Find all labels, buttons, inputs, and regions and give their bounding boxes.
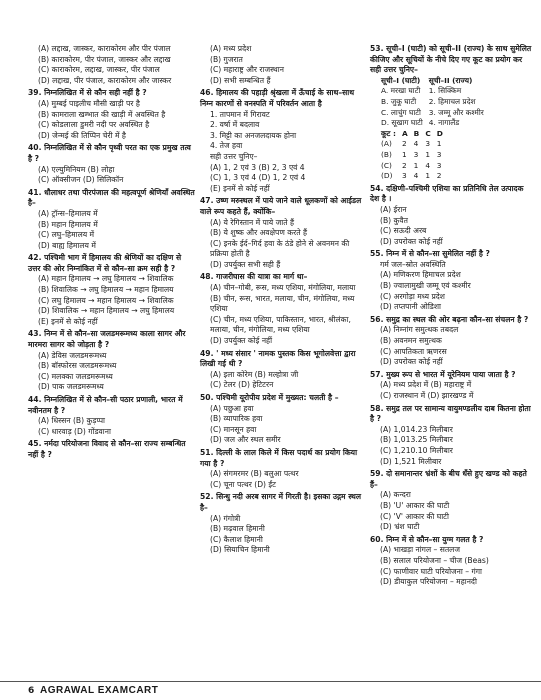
answer-option: (A) ईरान	[380, 204, 407, 214]
question-stem: ' मध्य संसार ' नामक पुस्तक किस भूगोलवेत्ता द्वारा लिखी गई थी ?	[200, 348, 356, 369]
answer-option: (B) ज्वालामुखी जम्मू एवं कश्मीर	[380, 281, 471, 291]
code-cell: 4	[413, 139, 419, 149]
question-text	[370, 535, 534, 546]
question-text	[28, 188, 196, 209]
question-stem: नर्मदा परियोजना विवाद से कौन–सा राज्य सम्बन्धित नहीं है ?	[28, 439, 186, 459]
question-number: 53.	[370, 44, 384, 53]
match-list-cell: 4. नागालैंड	[428, 118, 460, 128]
answer-option: (E) इनमें से कोई नहीं	[210, 183, 270, 193]
question-block	[370, 370, 534, 402]
answer-option: (D) बाह्य हिमालय में	[38, 240, 96, 250]
answer-option: (C) चीन, मध्य एशिया, पाकिस्तान, भारत, श्रीलंका, मलाया, चीन, मंगोलिया, मध्य एशिया	[210, 314, 351, 335]
question-block	[370, 404, 534, 468]
answer-option: (A) कन्दरा	[380, 490, 411, 500]
question-stem: निम्नलिखित में से कौन सही नहीं है ?	[44, 88, 147, 98]
code-cell: 4	[425, 160, 431, 170]
answer-option: (A) ये रेगिस्तान में पाये जाते हैं	[210, 217, 295, 227]
question-text	[370, 315, 534, 326]
question-block	[370, 249, 534, 313]
question-block	[28, 253, 196, 327]
answer-option: (C) 1, 3 एवं 4 (D) 1, 2 एवं 4	[210, 173, 306, 183]
answer-option: (B) 'U' आकार की घाटी	[380, 500, 450, 510]
question-block	[200, 492, 368, 556]
question-block	[200, 272, 368, 346]
code-cell: 1	[401, 149, 407, 159]
answer-option: (C) महाराष्ट्र और राजस्थान	[210, 65, 284, 75]
code-cell: 1	[425, 149, 431, 159]
statement-item: 1. तापमान में गिरावट	[210, 109, 270, 119]
answer-option: (A) डेविस जलडमरूमध्य	[38, 350, 107, 360]
question-stem: निम्न में से कौन–सा सुमेलित नहीं है ?	[386, 249, 490, 259]
answer-option: (C) मानसून हवा	[210, 424, 257, 434]
answer-option: (B) व्यापारिक हवा	[210, 414, 263, 424]
code-cell: 3	[425, 139, 431, 149]
question-number: 40.	[28, 143, 42, 153]
answer-option: (C) इनके ईर्द–गिर्द हवा के ठंडे होने से अवनमन की प्रक्रिया होती है	[210, 238, 350, 259]
code-header: कूट :	[381, 128, 396, 138]
code-cell: (D)	[381, 171, 393, 181]
match-list-cell: B. जुकू घाटी	[381, 96, 417, 106]
question-number: 39.	[28, 88, 42, 98]
answer-option: (C) राजस्थान में (D) झारखण्ड में	[380, 391, 474, 400]
question-number: 59.	[370, 469, 384, 479]
answer-option: (C) ऑक्सीजन (D) सिलिकॉन	[38, 175, 124, 185]
question-number: 58.	[370, 403, 384, 413]
brand-logo-text: AGRAWAL EXAMCART	[40, 685, 159, 696]
question-stem: सूची–I (घाटी) को सूची–II (राज्य) के साथ सुमेलित कीजिए और सूचियों के नीचे दिए गए कूट का प्रयोग कर सही उत्तर चुनिए–	[370, 44, 532, 75]
question-stem: निम्न में से कौन–सा युग्म गलत है ?	[386, 534, 484, 544]
answer-option: (B) काराकोरम, पीर पंजाल, जास्कर और लद्दाख	[38, 54, 171, 64]
answer-option: (D) जल और स्थल समीर	[210, 435, 281, 445]
code-cell: 3	[436, 149, 442, 159]
code-cell: 2	[401, 160, 407, 170]
question-stem: मुख्य रूप से भारत में यूरेनियम पाया जाता है ?	[386, 369, 516, 379]
code-cell: 3	[401, 171, 407, 181]
answer-option: (B) गुजरात	[210, 54, 243, 64]
answer-option: (B) चीन, रूस, भारत, मलाया, चीन, मंगोलिया, मध्य एशिया	[210, 293, 355, 314]
answer-option: (B) महान हिमालय में	[38, 219, 98, 229]
match-list-cell: 1. सिक्किम	[428, 86, 462, 96]
question-block	[28, 88, 196, 141]
answer-option: (A) 1,014.23 मिलीबार	[380, 424, 453, 434]
match-list-table	[378, 76, 487, 129]
question-stem: सिन्धु नदी अरब सागर में गिरती है। इसका उद्गम स्थल है–	[200, 492, 362, 512]
answer-option: (A) ट्रॉन्स–हिमालय में	[38, 208, 98, 218]
question-block	[200, 44, 368, 86]
question-number: 51.	[200, 447, 214, 457]
answer-option: (B) बॉस्फोरस जलडमरूमध्य	[38, 361, 117, 371]
code-cell: 3	[436, 160, 442, 170]
answer-option: (D) पाक जलडमरूमध्य	[38, 382, 104, 392]
question-text	[370, 249, 534, 260]
question-block	[370, 535, 534, 588]
answer-option: (A) लद्दाख, जास्कर, काराकोरम और पीर पंजाल	[38, 44, 171, 53]
answer-option: (A) इला कोरेम (B) मल्होत्रा जी	[210, 369, 299, 379]
question-text	[200, 448, 368, 469]
question-number: 44.	[28, 395, 42, 404]
question-block	[370, 184, 534, 248]
question-block	[28, 188, 196, 252]
question-stem: निम्न में से कौन–सा जलडमरूमध्य काला सागर और मारमरा सागर को जोड़ता है ?	[28, 329, 186, 350]
question-text	[200, 492, 368, 513]
question-number: 47.	[200, 196, 214, 206]
answer-option: (B) ये शुष्क और अवक्षेपण करते हैं	[210, 228, 307, 238]
question-block	[28, 395, 196, 437]
answer-option: (C) काराकोरम, लद्दाख, जास्कर, पीर पंजाल	[38, 65, 160, 75]
answer-option: (A) मणिकरण हिमाचल प्रदेश	[380, 270, 461, 280]
question-stem: दिल्ली के लाल किले में किस पदार्थ का प्रयोग किया गया है ?	[200, 447, 358, 468]
answer-option: (A) निम्नांग समुत्थक तबदल	[380, 325, 459, 335]
question-text	[200, 393, 368, 404]
answer-option: (D) तप्तपानी ओडिशा	[380, 302, 441, 312]
question-block	[370, 44, 534, 182]
answer-option: (D) उपर्युक्त सभी सही हैं	[210, 259, 281, 269]
question-text	[370, 469, 534, 490]
question-stem: पश्चिमी यूरोपीय प्रदेश में मुख्यत: चलती है –	[216, 393, 339, 402]
answer-option: (A) मुम्बई पाइलीच मौसी खाड़ी पर है	[38, 98, 140, 108]
answer-option: (A) पछुआ हवा	[210, 403, 254, 413]
code-table	[378, 129, 446, 182]
question-stem: समुद्र तल पर सामान्य वायुमण्डलीय दाब कितना होता है ?	[370, 403, 531, 424]
question-stem: दक्षिणी–पश्चिमी एशिया का प्रतिनिधि तेल उत्पादक देश है ।	[370, 183, 524, 204]
statement-item: 3. मिट्टी का अनजलदायक होना	[210, 130, 297, 140]
answer-option: (A) महान हिमालय → लघु हिमालय → शिवालिक	[38, 274, 174, 284]
page-number: 6	[28, 686, 35, 696]
answer-option: (A) 1, 2 एवं 3 (B) 2, 3 एवं 4	[210, 162, 305, 172]
question-block	[28, 44, 196, 86]
question-text	[28, 329, 196, 350]
answer-prompt: सही उत्तर चुनिए–	[210, 151, 258, 161]
question-stem: गाजरीघास की यात्रा का मार्ग था–	[216, 272, 308, 282]
question-text	[28, 88, 196, 99]
question-number: 50.	[200, 393, 214, 402]
answer-option: (D) जेन्मई की तिप्पिन चेरी में है	[38, 130, 126, 140]
code-cell: (A)	[381, 139, 392, 149]
code-cell: 4	[413, 171, 419, 181]
answer-option: (C) लघु–हिमालय में	[38, 230, 95, 240]
column-left	[28, 44, 196, 463]
answer-option: (C) 1,210.10 मिलीबार	[380, 445, 453, 455]
question-number: 42.	[28, 253, 42, 263]
answer-option: गर्म जल–स्रोत अवस्थिति	[380, 259, 446, 269]
match-list-cell: 2. हिमाचल प्रदेश	[428, 96, 476, 106]
answer-option: (A) मध्य प्रदेश में (B) महाराष्ट्र में	[380, 380, 472, 390]
match-list-cell: A. मरखा घाटी	[381, 86, 421, 96]
question-stem: उष्ण मरुस्थल में पाये जाने वाले धूलकणों को आईडल वाले रूप कहते हैं, क्योंकि–	[200, 196, 362, 216]
code-cell: 2	[401, 139, 407, 149]
answer-option: (A) भाखड़ा नांगल – सतलज	[380, 545, 460, 555]
match-list-header: सूची–I (घाटी)	[381, 75, 421, 85]
answer-option: (B) शिवालिक → लघु हिमालय → महान हिमालय	[38, 285, 174, 295]
question-stem: धौलाधर तथा पीरपंजाल की महत्वपूर्ण श्रेणियाँ अवस्थित है–	[28, 187, 195, 208]
code-cell: 3	[413, 149, 419, 159]
question-number: 43.	[28, 329, 42, 339]
match-list-cell: D. सूखाग घाटी	[381, 118, 423, 128]
answer-option: (D) उपरोक्त कोई नहीं	[380, 236, 443, 246]
question-text	[370, 44, 534, 76]
question-number: 57.	[370, 369, 384, 379]
answer-option: (C) धारवाड़ (D) गोंडवाना	[38, 426, 111, 436]
question-number: 56.	[370, 314, 384, 324]
question-text	[28, 395, 196, 416]
answer-option: (C) आपतिकता ऋणरस	[380, 346, 447, 356]
answer-option: (D) डीयाकुल परियोजना – महानदी	[380, 577, 477, 587]
answer-option: (C) सऊदी अरब	[380, 226, 427, 236]
answer-option: (A) धिस्सन (B) कुड़प्पा	[38, 416, 106, 426]
answer-option: (A) गंगोत्री	[210, 513, 241, 523]
answer-option: (C) टेलर (D) हेटिटरन	[210, 380, 274, 390]
answer-option: (B) सलाल परियोजना – चीज (Beas)	[380, 555, 489, 565]
question-stem: निम्नलिखित में से कौन–सी पठार प्रणाली, भारत में नवीनतम है ?	[28, 395, 183, 415]
code-header: A	[401, 128, 408, 138]
code-cell: 1	[413, 160, 419, 170]
answer-option: (D) उपरोक्त कोई नहीं	[380, 357, 443, 367]
answer-option: (D) सभी सम्बन्धित हैं	[210, 75, 271, 85]
question-stem: दो समानान्तर भ्रंशों के बीच धँसे हुए खण्ड को कहते हैं–	[370, 469, 527, 489]
code-cell: 2	[436, 171, 442, 181]
code-cell: 1	[436, 139, 442, 149]
question-block	[28, 329, 196, 393]
answer-option: (C) फाणीवार घाटी परियोजना – गंगा	[380, 566, 483, 576]
question-stem: निम्नलिखित में से कौन पृथ्वी परत का एक प्रमुख तत्व है ?	[28, 143, 191, 163]
question-block	[200, 88, 368, 194]
answer-option: (C) अरगोड़ा मध्य प्रदेश	[380, 291, 445, 301]
answer-option: (C) लघु हिमालय → महान हिमालय → शिवालिक	[38, 295, 174, 305]
answer-option: (D) भ्रंश घाटी	[380, 522, 420, 532]
question-text	[200, 349, 368, 370]
answer-option: (A) संगमरमर (B) बलुआ पत्थर	[210, 469, 299, 479]
question-stem: पश्चिमी भाग में हिमालय की श्रेणियों का दक्षिण से उत्तर की ओर निम्नांकित में से कौन–सा क्रम सही है ?	[28, 253, 182, 273]
match-list-cell: C. लाचुंग घाटी	[381, 107, 421, 117]
question-stem: हिमालय की पहाड़ी श्रृंखला में ऊँचाई के साथ–साथ निम्न कारणों से वनस्पति में परिवर्तन आता है	[200, 88, 355, 108]
answer-option: (B) कामराला खम्भात की खाड़ी में अवस्थित है	[38, 109, 166, 119]
question-number: 60.	[370, 534, 384, 544]
answer-option: (A) चीन–गोबी, रूस, मध्य एशिया, मंगोलिया, मलाया	[210, 283, 356, 293]
question-number: 54.	[370, 183, 384, 193]
question-block	[200, 349, 368, 391]
question-text	[370, 184, 534, 205]
answer-option: (B) अवनमन समुत्थक	[380, 336, 442, 346]
code-cell: (B)	[381, 149, 392, 159]
code-header: C	[425, 128, 431, 138]
statement-item: 2. वर्षा में बदलाव	[210, 120, 260, 130]
question-text	[200, 196, 368, 217]
question-text	[370, 404, 534, 425]
question-number: 46.	[200, 88, 214, 98]
answer-option: (B) मढ़वाल हिमानी	[210, 524, 265, 534]
answer-option: (C) मलक्का जलडमरूमध्य	[38, 371, 113, 381]
question-text	[28, 439, 196, 460]
question-text	[28, 253, 196, 274]
question-block	[200, 393, 368, 446]
column-middle	[200, 44, 368, 558]
answer-option: (A) मध्य प्रदेश	[210, 44, 252, 53]
column-right	[370, 44, 534, 590]
question-number: 52.	[200, 492, 214, 502]
question-block	[370, 469, 534, 533]
question-block	[370, 315, 534, 368]
question-text	[200, 88, 368, 109]
question-block	[200, 196, 368, 270]
question-text	[28, 143, 196, 164]
question-block	[200, 448, 368, 490]
answer-option: (C) चूना पत्थर (D) ईंट	[210, 479, 276, 489]
statement-item: 4. तेज हवा	[210, 141, 243, 151]
answer-option: (C) कैलाश हिमानी	[210, 534, 263, 544]
answer-option: (C) कोडलाला डुमरी नदी पर अवस्थित है	[38, 120, 150, 130]
question-text	[200, 272, 368, 283]
answer-option: (D) 1,521 मिलीबार	[380, 456, 442, 466]
answer-option: (D) सियाचिन हिमानी	[210, 545, 270, 555]
question-block	[28, 143, 196, 185]
match-list-header: सूची–II (राज्य)	[428, 75, 473, 85]
code-cell: 1	[425, 171, 431, 181]
answer-option: (B) 1,013.25 मिलीबार	[380, 435, 453, 445]
question-number: 48.	[200, 272, 214, 282]
answer-option: (E) इनमें से कोई नहीं	[38, 316, 98, 326]
answer-option: (A) एल्युमिनियम (B) लोहा	[38, 164, 115, 174]
answer-option: (D) उपर्युक्त कोई नहीं	[210, 336, 273, 346]
question-block	[28, 439, 196, 460]
answer-option: (C) 'V' आकार की घाटी	[380, 511, 449, 521]
question-text	[370, 370, 534, 381]
answer-option: (D) लद्दाख, पीर पंजाल, काराकोरम और जास्कर	[38, 75, 172, 85]
question-number: 45.	[28, 439, 42, 449]
code-header: B	[413, 128, 420, 138]
question-number: 41.	[28, 187, 42, 197]
question-number: 49.	[200, 348, 214, 358]
match-list-cell: 3. जम्मू और कश्मीर	[428, 107, 484, 117]
answer-option: (B) कुवैत	[380, 215, 408, 225]
code-cell: (C)	[381, 160, 392, 170]
question-number: 55.	[370, 249, 384, 259]
answer-option: (D) शिवालिक → महान हिमालय → लघु हिमालय	[38, 306, 175, 316]
question-stem: समुद्र का स्थल की ओर बढ़ना कौन–सा संचलन है ?	[386, 314, 529, 324]
code-header: D	[436, 128, 443, 138]
page-footer	[0, 681, 541, 700]
